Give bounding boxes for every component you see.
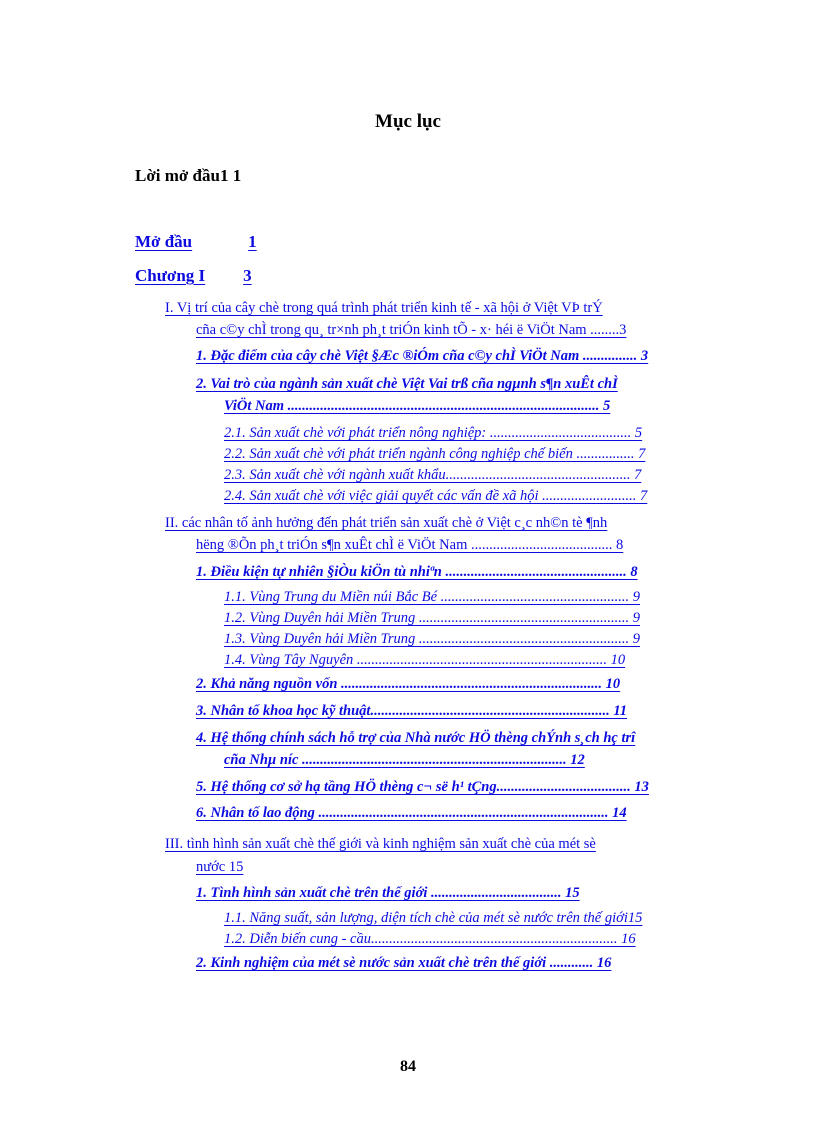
toc-link-3-1-1[interactable]: 1.1. Vùng Trung du Miền núi Bắc Bé .................................................... 9 bbox=[224, 589, 641, 605]
toc-entry-label: Mở đầu bbox=[135, 232, 193, 251]
toc-entry-page: 3 bbox=[243, 266, 252, 285]
toc-link-section-1-cont[interactable]: cña c©y chÌ trong qu¸ tr×nh ph¸t triÓn kinh tÕ - x· héi ë ViÖt Nam ........3 bbox=[196, 322, 627, 338]
toc-link-2-1[interactable]: 2.1. Sản xuất chè với phát triển nông nghiệp: ....................................... 5 bbox=[224, 425, 643, 441]
toc-link-4-1-2[interactable]: 1.2. Diễn biến cung - cầu.................................................................... 16 bbox=[224, 931, 636, 947]
toc-link-mo-dau[interactable] bbox=[135, 232, 257, 252]
toc-link-section-3-cont[interactable]: nước 15 bbox=[196, 859, 244, 875]
toc-link-4-1-1[interactable]: 1.1. Năng suất, sản lượng, diện tích chè của mét sè nước trên thế giới15 bbox=[224, 910, 643, 926]
toc-link-3-2[interactable]: 2. Khả năng nguồn vốn ........................................................................ 10 bbox=[196, 676, 621, 692]
toc-link-2-3[interactable]: 2.3. Sản xuất chè với ngành xuất khẩu................................................... 7 bbox=[224, 467, 642, 483]
toc-link-3-6[interactable]: 6. Nhân tố lao động ................................................................................ 14 bbox=[196, 805, 627, 821]
page-number: 84 bbox=[400, 1058, 416, 1075]
toc-link-1-1[interactable]: 1. Đặc điểm của cây chè Việt §Æc ®iÓm cña c©y chÌ ViÖt Nam ............... 3 bbox=[196, 348, 649, 364]
toc-link-1-2[interactable]: 2. Vai trò của ngành sản xuất chè Việt Vai trß cña ngµnh s¶n xuÊt chÌ bbox=[196, 376, 618, 392]
document-title: Mục lục bbox=[375, 111, 441, 132]
toc-link-3-5[interactable]: 5. Hệ thống cơ sở hạ tầng HÖ thèng c¬ së h¹ tÇng..................................... 13 bbox=[196, 779, 649, 795]
toc-link-3-4-cont[interactable]: cña Nhµ níc ......................................................................... 12 bbox=[224, 752, 585, 768]
toc-link-3-1-2[interactable]: 1.2. Vùng Duyên hải Miền Trung .......................................................... 9 bbox=[224, 610, 641, 626]
toc-entry-label: Chương I bbox=[135, 266, 206, 285]
toc-link-4-2[interactable]: 2. Kinh nghiệm của mét sè nước sản xuất chè trên thế giới ............ 16 bbox=[196, 955, 612, 971]
toc-link-1-2-cont[interactable]: ViÖt Nam ...................................................................................... 5 bbox=[224, 398, 611, 414]
toc-link-2-4[interactable]: 2.4. Sản xuất chè với việc giải quyết các vấn đề xã hội .......................... 7 bbox=[224, 488, 648, 504]
toc-link-3-1-4[interactable]: 1.4. Vùng Tây Nguyên ..................................................................... 10 bbox=[224, 652, 626, 668]
toc-entry-page: 1 bbox=[248, 232, 257, 251]
toc-link-chuong-1[interactable] bbox=[135, 266, 252, 286]
toc-link-3-1-3[interactable]: 1.3. Vùng Duyên hải Miền Trung .......................................................... 9 bbox=[224, 631, 641, 647]
toc-link-3-1[interactable]: 1. Điều kiện tự nhiên §iÒu kiÖn tù nhiªn .................................................. 8 bbox=[196, 564, 638, 580]
toc-link-section-1[interactable]: I. Vị trí của cây chè trong quá trình phát triển kinh tế - xã hội ở Việt VÞ trÝ bbox=[165, 300, 603, 316]
toc-intro-entry: Lời mở đầu1 1 bbox=[135, 166, 242, 185]
toc-link-2-2[interactable]: 2.2. Sản xuất chè với phát triển ngành công nghiệp chế biến ................ 7 bbox=[224, 446, 646, 462]
toc-link-section-2[interactable]: II. các nhân tố ảnh hưởng đến phát triển sản xuất chè ở Việt c¸c nh©n tè ¶nh bbox=[165, 515, 608, 531]
toc-link-4-1[interactable]: 1. Tình hình sản xuất chè trên thế giới .................................... 15 bbox=[196, 885, 580, 901]
toc-link-3-3[interactable]: 3. Nhân tố khoa học kỹ thuật.................................................................. 11 bbox=[196, 703, 628, 719]
toc-link-3-4[interactable]: 4. Hệ thống chính sách hỗ trợ của Nhà nước HÖ thèng chÝnh s¸ch hç trî bbox=[196, 730, 636, 746]
toc-link-section-2-cont[interactable]: hëng ®Õn ph¸t triÓn s¶n xuÊt chÌ ë ViÖt Nam ....................................... 8 bbox=[196, 537, 624, 553]
toc-link-section-3[interactable]: III. tình hình sản xuất chè thế giới và kinh nghiệm sản xuất chè của mét sè bbox=[165, 836, 596, 852]
